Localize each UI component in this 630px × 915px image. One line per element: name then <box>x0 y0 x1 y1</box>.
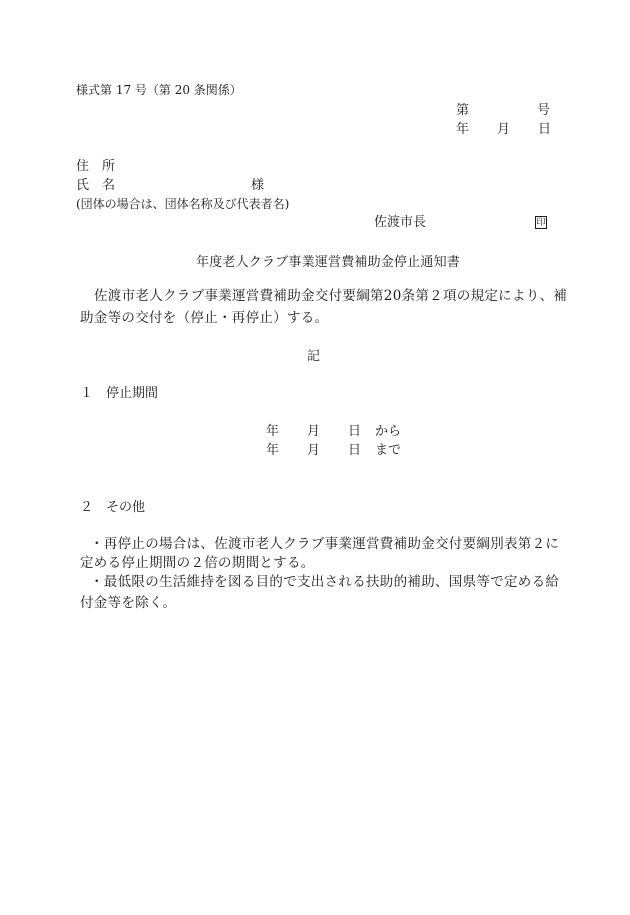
ki-mark: 記 <box>307 349 321 364</box>
date-day-label: 日 <box>538 122 552 137</box>
issuer-title: 佐渡市長 <box>374 215 427 230</box>
body-line-2: 助金等の交付を（停止・再停止）する。 <box>80 310 329 326</box>
body-line-1: 佐渡市老人クラブ事業運営費補助金交付要綱第20条第２項の規定により、補 <box>94 288 568 304</box>
to-month-label: 月 <box>307 443 321 458</box>
address-label: 住 所 <box>76 159 116 174</box>
date-year-label: 年 <box>456 122 470 137</box>
to-suffix: まで <box>375 443 402 458</box>
group-note: (団体の場合は、団体名称及び代表者名) <box>76 197 290 211</box>
number-suffix: 号 <box>537 103 551 118</box>
document-title: 年度老人クラブ事業運営費補助金停止通知書 <box>196 255 461 270</box>
from-day-label: 日 <box>348 424 362 439</box>
number-prefix: 第 <box>456 103 470 118</box>
honorific: 様 <box>251 178 265 193</box>
note1-line-1: ・再停止の場合は、佐渡市老人クラブ事業運営費補助金交付要綱別表第２に <box>90 536 560 552</box>
seal-icon <box>535 215 547 229</box>
date-month-label: 月 <box>497 122 511 137</box>
note1-line-2: 定める停止期間の２倍の期間とする。 <box>80 555 315 571</box>
seal-mark: 印 <box>536 218 546 228</box>
from-month-label: 月 <box>307 424 321 439</box>
to-day-label: 日 <box>348 443 362 458</box>
section2-heading: ２ その他 <box>80 500 146 515</box>
to-year-label: 年 <box>266 443 280 458</box>
from-year-label: 年 <box>266 424 280 439</box>
note2-line-1: ・最低限の生活維持を図る目的で支出される扶助的補助、国県等で定める給 <box>90 574 560 590</box>
form-id: 様式第 17 号（第 20 条関係） <box>76 83 242 97</box>
from-suffix: から <box>375 424 402 439</box>
name-label: 氏 名 <box>76 178 116 193</box>
note2-line-2: 付金等を除く。 <box>80 595 177 611</box>
section1-heading: １ 停止期間 <box>80 386 159 401</box>
